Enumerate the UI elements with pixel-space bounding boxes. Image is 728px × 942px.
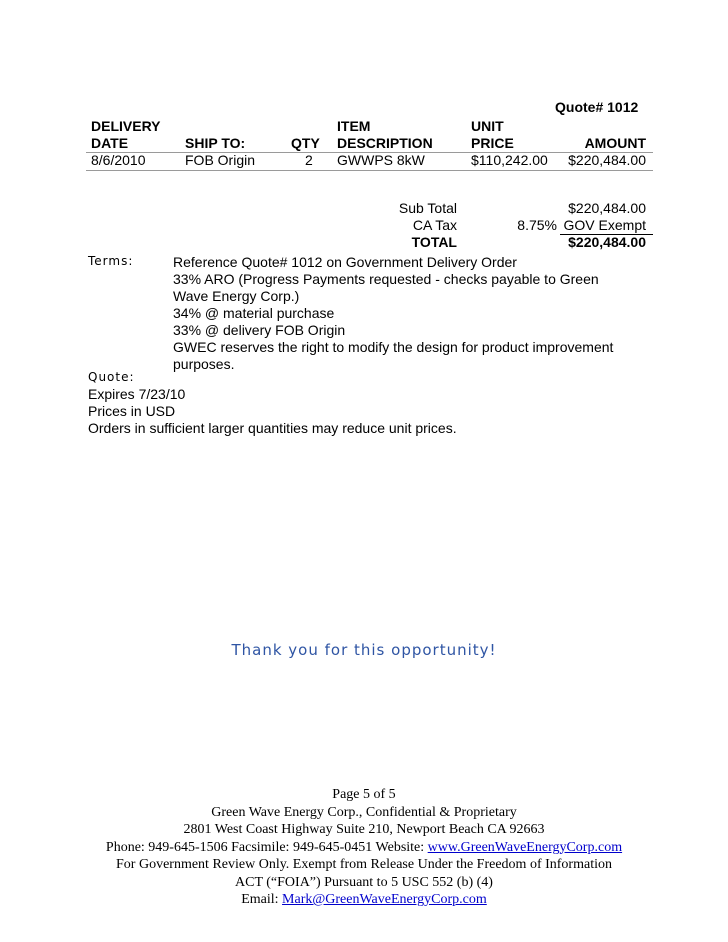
- footer-notice-line1: For Government Review Only. Exempt from Release Under the Freedom of Information: [116, 857, 612, 872]
- footer-company: Green Wave Energy Corp., Confidential & Proprietary: [211, 804, 517, 820]
- quote-line: Orders in sufficient larger quantities may reduce unit prices.: [88, 420, 457, 436]
- total-value: $220,484.00: [568, 234, 646, 250]
- terms-label: Terms:: [88, 254, 134, 268]
- total-label: TOTAL: [411, 234, 457, 250]
- subtotal-label: Sub Total: [398, 200, 457, 216]
- terms-line: Wave Energy Corp.): [173, 288, 300, 304]
- footer-address: 2801 West Coast Highway Suite 210, Newport Beach CA 92663: [183, 822, 545, 837]
- cell-item: GWWPS 8kW: [337, 152, 425, 168]
- quote-label: Quote:: [88, 370, 135, 384]
- terms-body: [173, 254, 643, 373]
- footer-email: [0, 891, 728, 909]
- terms-line: 33% ARO (Progress Payments requested - checks payable to Green: [173, 271, 599, 287]
- cell-delivery-date: 8/6/2010: [91, 152, 146, 168]
- tax-value: GOV Exempt: [563, 217, 646, 233]
- header-item-line1: ITEM: [337, 118, 371, 134]
- quote-line: Prices in USD: [88, 403, 176, 419]
- header-qty: QTY: [291, 135, 320, 151]
- cell-unit-price: $110,242.00: [471, 152, 548, 168]
- terms-line: purposes.: [173, 356, 235, 372]
- tax-rate: 8.75%: [517, 217, 557, 233]
- header-unit-price: [471, 118, 514, 152]
- header-delivery-line1: DELIVERY: [91, 118, 161, 134]
- terms-line: Reference Quote# 1012 on Government Delivery Order: [173, 254, 517, 270]
- quote-number: Quote# 1012: [555, 99, 639, 115]
- header-amount: AMOUNT: [584, 135, 646, 151]
- header-delivery-line2: DATE: [91, 135, 129, 151]
- header-unit-line1: UNIT: [471, 118, 504, 134]
- header-item-description: [337, 118, 433, 152]
- terms-line: GWEC reserves the right to modify the design for product improvement: [173, 339, 614, 355]
- thank-you-message: Thank you for this opportunity!: [231, 641, 497, 659]
- page-footer: [0, 786, 728, 909]
- cell-amount: $220,484.00: [568, 152, 646, 168]
- cell-qty: 2: [305, 152, 313, 168]
- terms-line: 33% @ delivery FOB Origin: [173, 322, 346, 338]
- footer-notice-line2: ACT (“FOIA”) Pursuant to 5 USC 552 (b) (4): [235, 874, 493, 890]
- email-link[interactable]: Mark@GreenWaveEnergyCorp.com: [282, 892, 487, 907]
- quote-info: [88, 386, 457, 437]
- footer-contact: [0, 839, 728, 857]
- terms-line: 34% @ material purchase: [173, 305, 335, 321]
- quote-line: Expires 7/23/10: [88, 386, 186, 402]
- subtotal-value: $220,484.00: [568, 200, 646, 216]
- row-rule: [86, 170, 653, 171]
- cell-ship-to: FOB Origin: [185, 152, 256, 168]
- header-ship-to: SHIP TO:: [185, 135, 246, 151]
- footer-contact-text: Phone: 949-645-1506 Facsimile: 949-645-0451 Website:: [105, 839, 428, 855]
- footer-email-label: Email:: [241, 892, 283, 907]
- page-number: Page 5 of 5: [332, 787, 396, 802]
- tax-label: CA Tax: [412, 217, 457, 233]
- header-item-line2: DESCRIPTION: [337, 135, 433, 151]
- header-delivery-date: [91, 118, 161, 152]
- website-link[interactable]: www.GreenWaveEnergyCorp.com: [427, 839, 623, 855]
- header-unit-line2: PRICE: [471, 135, 514, 151]
